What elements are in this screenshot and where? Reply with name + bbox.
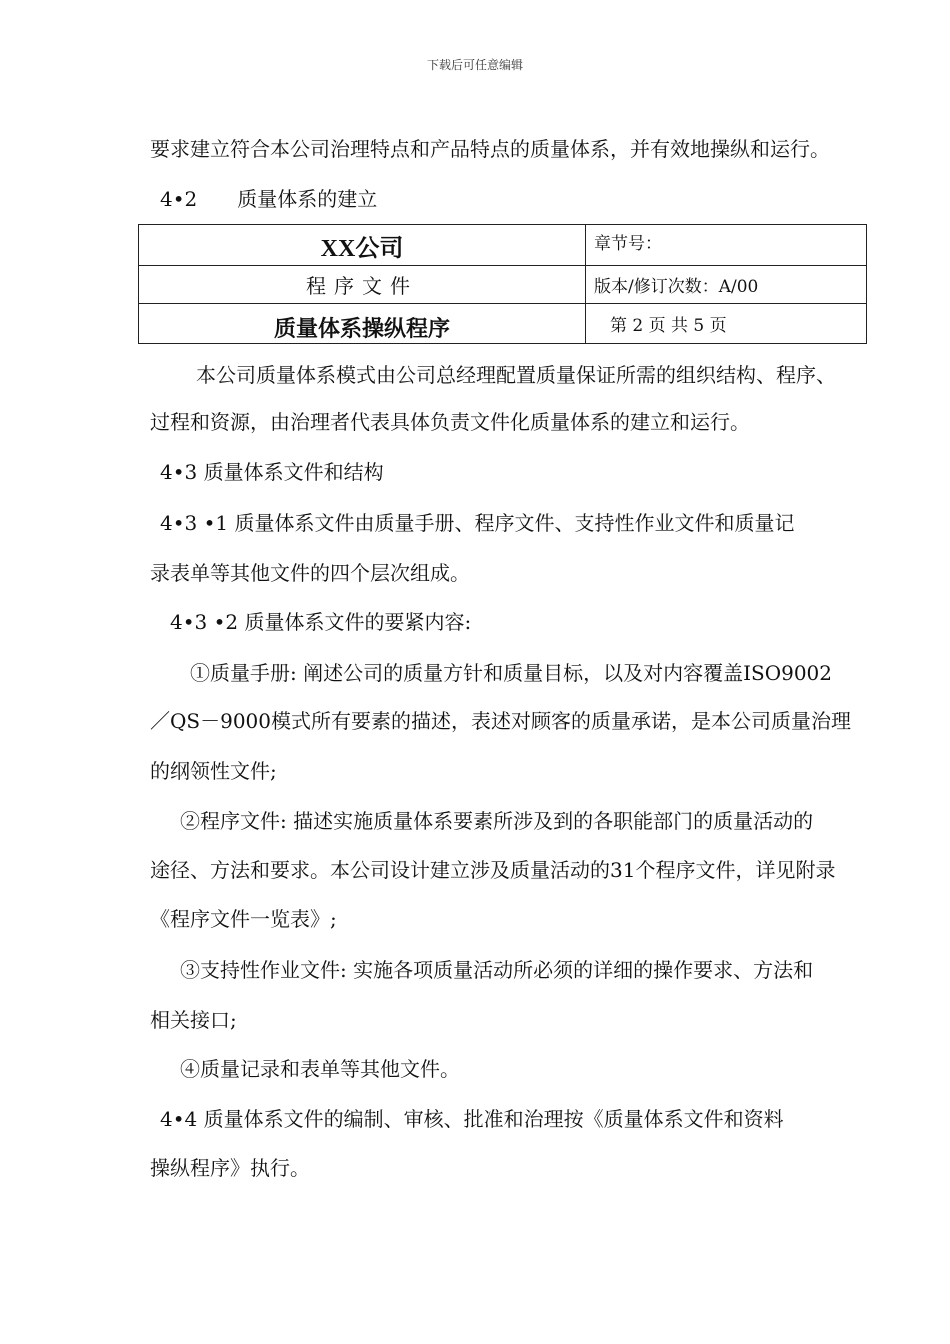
paragraph-line: 本公司质量体系模式由公司总经理配置质量保证所需的组织结构、程序、: [196, 363, 836, 387]
list-item-line: ④质量记录和表单等其他文件。: [180, 1057, 460, 1081]
list-item-line: ③支持性作业文件: 实施各项质量活动所必须的详细的操作要求、方法和: [180, 958, 814, 982]
section-4-3-2-heading: 4•3 •2 质量体系文件的要紧内容:: [170, 610, 472, 634]
list-item-line: 《程序文件一览表》;: [150, 907, 337, 931]
paragraph-line: 录表单等其他文件的四个层次组成。: [150, 561, 470, 585]
header-note: 下载后可任意编辑: [426, 58, 523, 72]
section-4-4-line: 4•4 质量体系文件的编制、审核、批准和治理按《质量体系文件和资料: [160, 1107, 784, 1131]
version-info: 版本/修订次数：A/00: [586, 266, 867, 304]
paragraph-line: 过程和资源，由治理者代表具体负责文件化质量体系的建立和运行。: [150, 410, 750, 434]
list-item-line: ①质量手册: 阐述公司的质量方针和质量目标，以及对内容覆盖ISO9002: [190, 661, 832, 685]
section-4-4-line: 操纵程序》执行。: [150, 1156, 310, 1180]
section-title: 质量体系的建立: [237, 187, 378, 211]
section-4-3-heading: 4•3 质量体系文件和结构: [160, 460, 384, 484]
list-item-line: ②程序文件: 描述实施质量体系要素所涉及到的各职能部门的质量活动的: [180, 809, 814, 833]
list-item-line: 的纲领性文件;: [150, 759, 277, 783]
page-info: 第 2 页 共 5 页: [586, 304, 867, 344]
company-name: XX公司: [139, 225, 586, 266]
list-item-line: ／QS－9000模式所有要素的描述，表述对顾客的质量承诺，是本公司质量治理: [150, 709, 851, 733]
list-item-line: 相关接口;: [150, 1008, 237, 1032]
section-4-2-heading: [160, 185, 377, 213]
list-item-line: 途径、方法和要求。本公司设计建立涉及质量活动的31个程序文件，详见附录: [150, 858, 836, 882]
section-number: 4•2: [160, 187, 198, 211]
intro-line: 要求建立符合本公司治理特点和产品特点的质量体系，并有效地操纵和运行。: [150, 137, 830, 161]
document-type: 程序文件: [139, 266, 586, 304]
document-control-table: [138, 224, 867, 344]
paragraph-line: 4•3 •1 质量体系文件由质量手册、程序文件、支持性作业文件和质量记: [160, 511, 795, 535]
procedure-title: 质量体系操纵程序: [139, 304, 586, 344]
chapter-number-label: 章节号：: [586, 225, 867, 266]
